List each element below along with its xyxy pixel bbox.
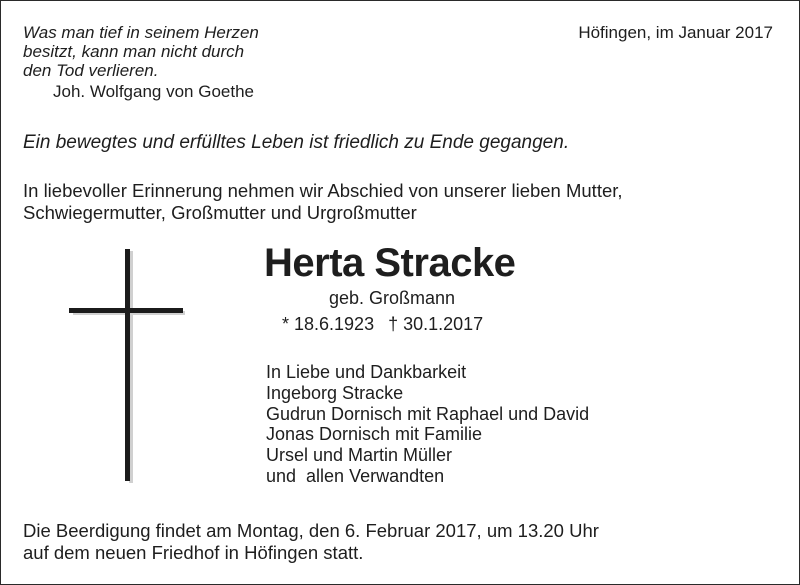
goethe-quote [23,23,259,80]
quote-line: den Tod verlieren. [23,61,159,80]
life-dates [282,314,483,335]
death-date: † 30.1.2017 [388,314,484,334]
mourner-line: In Liebe und Dankbarkeit [266,362,467,382]
funeral-line: auf dem neuen Friedhof in Höfingen statt. [23,542,364,563]
latin-cross-icon [69,249,189,489]
intro-text [23,180,623,224]
mourner-line: Ursel und Martin Müller [266,445,453,466]
mourner-line: Jonas Dornisch mit Familie [266,424,483,445]
mourners-list [266,362,589,487]
mourner-line: Gudrun Dornisch mit Raphael und David [266,403,590,424]
funeral-line: Die Beerdigung findet am Montag, den 6. Februar 2017, um 13.20 Uhr [23,520,599,541]
birth-date: * 18.6.1923 [282,314,375,334]
tagline: Ein bewegtes und erfülltes Leben ist friedlich zu Ende gegangen. [23,132,570,153]
funeral-info [23,520,599,564]
quote-line: besitzt, kann man nicht durch [23,42,245,61]
intro-line: In liebevoller Erinnerung nehmen wir Abschied von unserer lieben Mutter, [23,180,623,201]
quote-line: Was man tief in seinem Herzen [23,23,259,42]
quote-author: Joh. Wolfgang von Goethe [53,82,254,101]
birth-name: geb. Großmann [329,288,456,308]
intro-line: Schwiegermutter, Großmutter und Urgroßmutter [23,202,417,223]
mourner-line: und allen Verwandten [266,465,445,486]
deceased-name: Herta Stracke [264,241,516,285]
mourner-line: Ingeborg Stracke [266,382,404,403]
place-date: Höfingen, im Januar 2017 [578,23,773,42]
